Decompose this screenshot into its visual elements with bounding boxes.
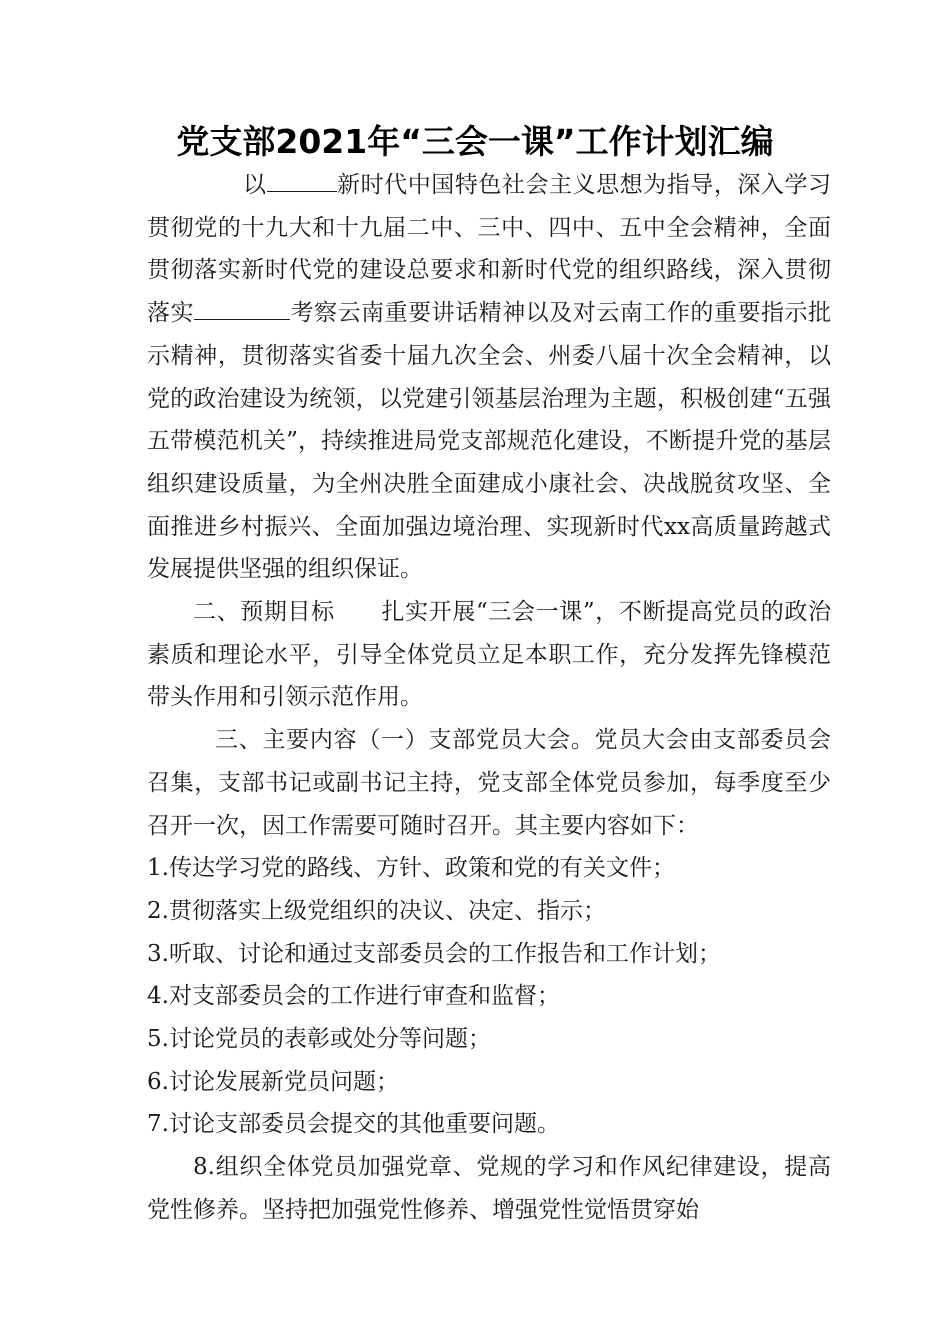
list-item: 5.讨论党员的表彰或处分等问题； [147,1026,491,1053]
paragraph-text: 新时代中国特色社会主义思想为指导，深入学习贯彻党的十九大和十九届二中、三中、四中、五中全会精神，全面贯彻落实新时代党的建设总要求和新时代党的组织路线，深入贯彻落实 [147,172,832,327]
document-title: 党支部2021年“三会一课”工作计划汇编 [176,122,774,161]
list-item: 3.听取、讨论和通过支部委员会的工作报告和工作计划； [147,940,721,967]
list-item: 7.讨论支部委员会提交的其他重要问题。 [147,1111,560,1138]
paragraph-text: 考察云南重要讲话精神以及对云南工作的重要指示批示精神，贯彻落实省委十届九次全会、州委八届十次全会精神，以党的政治建设为统领，以党建引领基层治理为主题，积极创建“五强五带模范机关”，持续推进局党支部规范化建设，不断提升党的基层组织建设质量，为全州决胜全面建成小康社会、决战脱贫攻坚、全面推进乡村振兴、全面加强边境治理、实现新时代xx高质量跨越式发展提供坚强的组织保证。 [147,300,832,583]
section-heading: 二、预期目标 [193,599,335,626]
paragraph-expected-goals [147,591,831,719]
list-item: 6.讨论发展新党员问题； [147,1068,399,1095]
paragraph-main-content: 三、主要内容（一）支部党员大会。党员大会由支部委员会召集，支部书记或副书记主持，党支部全体党员参加，每季度至少召开一次，因工作需要可随时召开。其主要内容如下： [147,727,831,839]
paragraph-text: 扎实开展“三会一课”，不断提高党员的政治素质和理论水平，引导全体党员立足本职工作，充分发挥先锋模范带头作用和引领示范作用。 [147,599,831,711]
list-item: 2.贯彻落实上级党组织的决议、决定、指示； [147,897,606,924]
fill-in-blank [267,171,337,192]
paragraph-item-8: 8.组织全体党员加强党章、党规的学习和作风纪律建设，提高党性修养。坚持把加强党性修养、增强党性觉悟贯穿始 [147,1154,831,1223]
paragraph-text: 以 [243,172,267,198]
paragraph-guiding-thought [147,164,831,591]
fill-in-blank [194,299,290,320]
list-item: 4.对支部委员会的工作进行审查和监督； [147,983,560,1010]
list-item: 1.传达学习党的路线、方针、政策和党的有关文件； [147,855,675,882]
document-body [147,164,831,1232]
